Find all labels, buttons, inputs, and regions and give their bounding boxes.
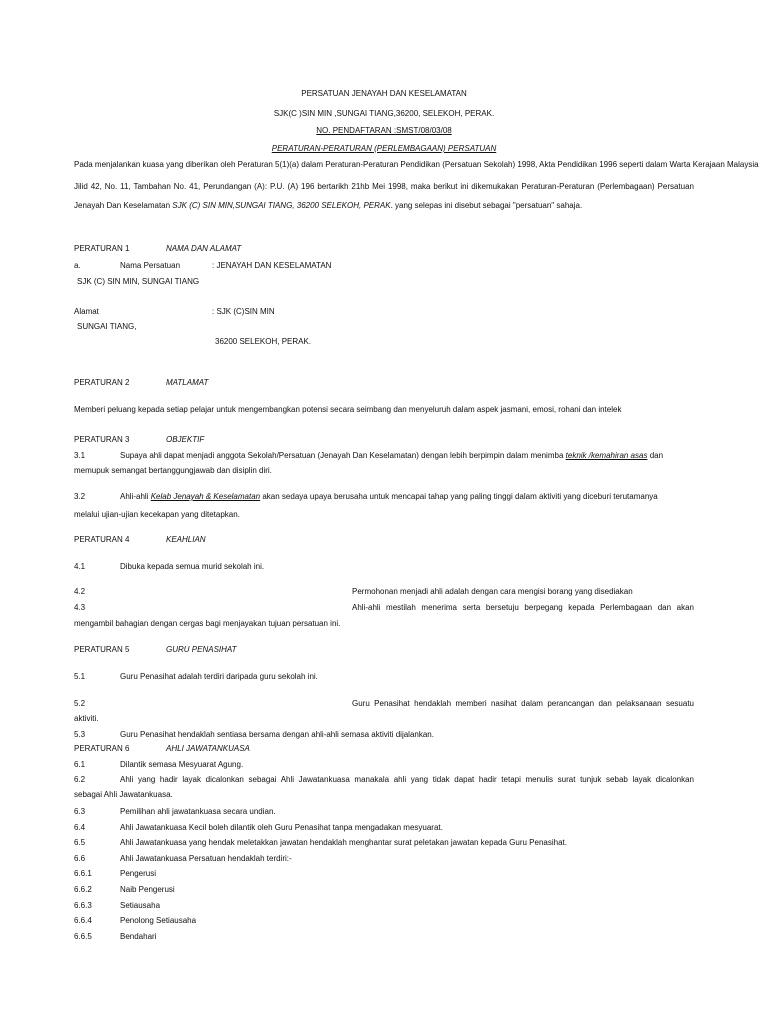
address-line-2: SUNGAI TIANG, [77,322,137,331]
item-5-2-number: 5.2 [74,699,86,708]
rule-2-title: MATLAMAT [166,378,209,387]
item-6-3-number: 6.3 [74,807,86,816]
address-label: Alamat [74,307,99,316]
item-6-4-text: Ahli Jawatankuasa Kecil boleh dilantik oleh Guru Penasihat tanpa mengadakan mesyuarat. [120,823,443,832]
item-6-6-text: Ahli Jawatankuasa Persatuan hendaklah terdiri:- [120,854,292,863]
list-item-number: 6.6.1 [74,869,92,878]
rule-6-title: AHLI JAWATANKUASA [166,744,250,753]
item-3-2-text-a: Ahli-ahli [120,492,149,501]
item-3-1-underlined: teknik /kemahiran asas [565,451,648,460]
address-line-1: : SJK (C)SIN MIN [212,307,275,316]
item-6-4-number: 6.4 [74,823,86,832]
item-3-2-underlined: Kelab Jenayah & Keselamatan [150,492,261,501]
intro-line-3-start: Jenayah Dan Keselamatan [74,201,171,210]
item-5-3-text: Guru Penasihat hendaklah sentiasa bersama dengan ahli-ahli semasa aktiviti dijalankan. [120,730,434,739]
item-3-2-text [120,492,658,502]
item-3-2-continuation: melalui ujian-ujian kecekapan yang ditetapkan. [74,510,240,519]
item-3-1-text-b: dan [649,451,664,460]
society-name-label: Nama Persatuan [120,261,181,270]
list-item-number: 6.6.4 [74,916,92,925]
item-3-1-continuation: memupuk semangat bertanggungjawab dan disiplin diri. [74,466,272,475]
item-6-2-number: 6.2 [74,775,86,784]
intro-line-2: Jilid 42, No. 11, Tambahan No. 41, Perundangan (A): P.U. (A) 196 bertarikh 21hb Mei 1998, maka berikut ini dikemukakan Peraturan-Peraturan (Perlembagaan) Persatuan [74,182,694,191]
rule-3-label: PERATURAN 3 [74,435,130,444]
item-5-2-continuation: aktiviti. [74,714,99,723]
item-5-2-text: Guru Penasihat hendaklah memberi nasihat dalam perancangan dan pelaksanaan sesuatu [352,699,694,708]
rule-6-label: PERATURAN 6 [74,744,130,753]
item-6-6-number: 6.6 [74,854,86,863]
doc-title: PERSATUAN JENAYAH DAN KESELAMATAN [301,89,467,98]
society-school: SJK (C) SIN MIN, SUNGAI TIANG [77,277,200,286]
item-6-1-text: Dilantik semasa Mesyuarat Agung. [120,760,244,769]
intro-school-name: SJK (C) SIN MIN,SUNGAI TIANG, 36200 SELEKOH, PERAK [172,201,391,210]
list-item-text: Naib Pengerusi [120,885,175,894]
item-4-3-number: 4.3 [74,603,86,612]
item-6-5-text: Ahli Jawatankuasa yang hendak meletakkan jawatan hendaklah menghantar surat peletakan jawatan kepada Guru Penasihat. [120,838,567,847]
list-item-number: 6.6.5 [74,932,92,941]
list-item-number: 6.6.2 [74,885,92,894]
intro-line-1: Pada menjalankan kuasa yang diberikan oleh Peraturan 5(1)(a) dalam Peraturan-Peraturan Pendidikan (Persatuan Sekolah) 1998, Akta Pendidikan 1996 seperti dalam Warta Kerajaan Malaysia [74,160,759,169]
item-3-1-text-a: Supaya ahli dapat menjadi anggota Sekolah/Persatuan (Jenayah Dan Keselamatan) dengan lebih berpimpin dalam menimba [120,451,564,460]
list-item-text: Bendahari [120,932,157,941]
rules-heading: PERATURAN-PERATURAN (PERLEMBAGAAN) PERSATUAN [271,144,497,153]
rule-5-label: PERATURAN 5 [74,645,130,654]
rule-1-label: PERATURAN 1 [74,244,130,253]
society-name-value: : JENAYAH DAN KESELAMATAN [212,261,332,270]
rule-1-a-label: a. [74,261,81,270]
intro-line-3 [74,201,582,211]
item-3-1-text [120,451,663,461]
school-line: SJK(C )SIN MIN ,SUNGAI TIANG,36200, SELEKOH, PERAK. [273,109,495,118]
rule-3-title: OBJEKTIF [166,435,205,444]
item-4-2-text: Permohonan menjadi ahli adalah dengan cara mengisi borang yang disediakan [352,587,633,596]
rule-5-title: GURU PENASIHAT [166,645,237,654]
item-5-1-number: 5.1 [74,672,86,681]
item-6-2-continuation: sebagai Ahli Jawatankuasa. [74,790,173,799]
item-4-3-text: Ahli-ahli mestilah menerima serta bersetuju berpegang kepada Perlembagaan dan akan [352,603,694,612]
rule-2-label: PERATURAN 2 [74,378,130,387]
item-6-1-number: 6.1 [74,760,86,769]
rule-1-title: NAMA DAN ALAMAT [166,244,242,253]
intro-line-3-end: . yang selepas ini disebut sebagai "persatuan" sahaja. [390,201,583,210]
item-3-2-text-b: akan sedaya upaya berusaha untuk mencapai tahap yang paling tinggi dalam aktiviti yang diceburi terutamanya [262,492,658,501]
item-3-2-number: 3.2 [74,492,86,501]
address-line-3: 36200 SELEKOH, PERAK. [215,337,312,346]
item-6-5-number: 6.5 [74,838,86,847]
list-item-text: Setiausaha [120,901,161,910]
item-3-1-number: 3.1 [74,451,86,460]
item-5-3-number: 5.3 [74,730,86,739]
item-6-3-text: Pemilihan ahli jawatankuasa secara undian. [120,807,276,816]
rule-4-title: KEAHLIAN [166,535,206,544]
registration-number: NO. PENDAFTARAN :SMST/08/03/08 [316,126,452,135]
item-4-1-number: 4.1 [74,562,86,571]
item-4-3-continuation: mengambil bahagian dengan cergas bagi menjayakan tujuan persatuan ini. [74,619,341,628]
item-4-1-text: Dibuka kepada semua murid sekolah ini. [120,562,265,571]
item-5-1-text: Guru Penasihat adalah terdiri daripada guru sekolah ini. [120,672,318,681]
item-6-2-text: Ahli yang hadir layak dicalonkan sebagai Ahli Jawatankuasa manakala ahli yang tidak dapat hadir tetapi menulis surat tunjuk sebab layak dicalonkan [120,775,694,784]
list-item-number: 6.6.3 [74,901,92,910]
rule-4-label: PERATURAN 4 [74,535,130,544]
rule-2-text: Memberi peluang kepada setiap pelajar untuk mengembangkan potensi secara seimbang dan menyeluruh dalam aspek jasmani, emosi, rohani dan intelek [74,405,622,414]
list-item-text: Penolong Setiausaha [120,916,197,925]
list-item-text: Pengerusi [120,869,157,878]
item-4-2-number: 4.2 [74,587,86,596]
